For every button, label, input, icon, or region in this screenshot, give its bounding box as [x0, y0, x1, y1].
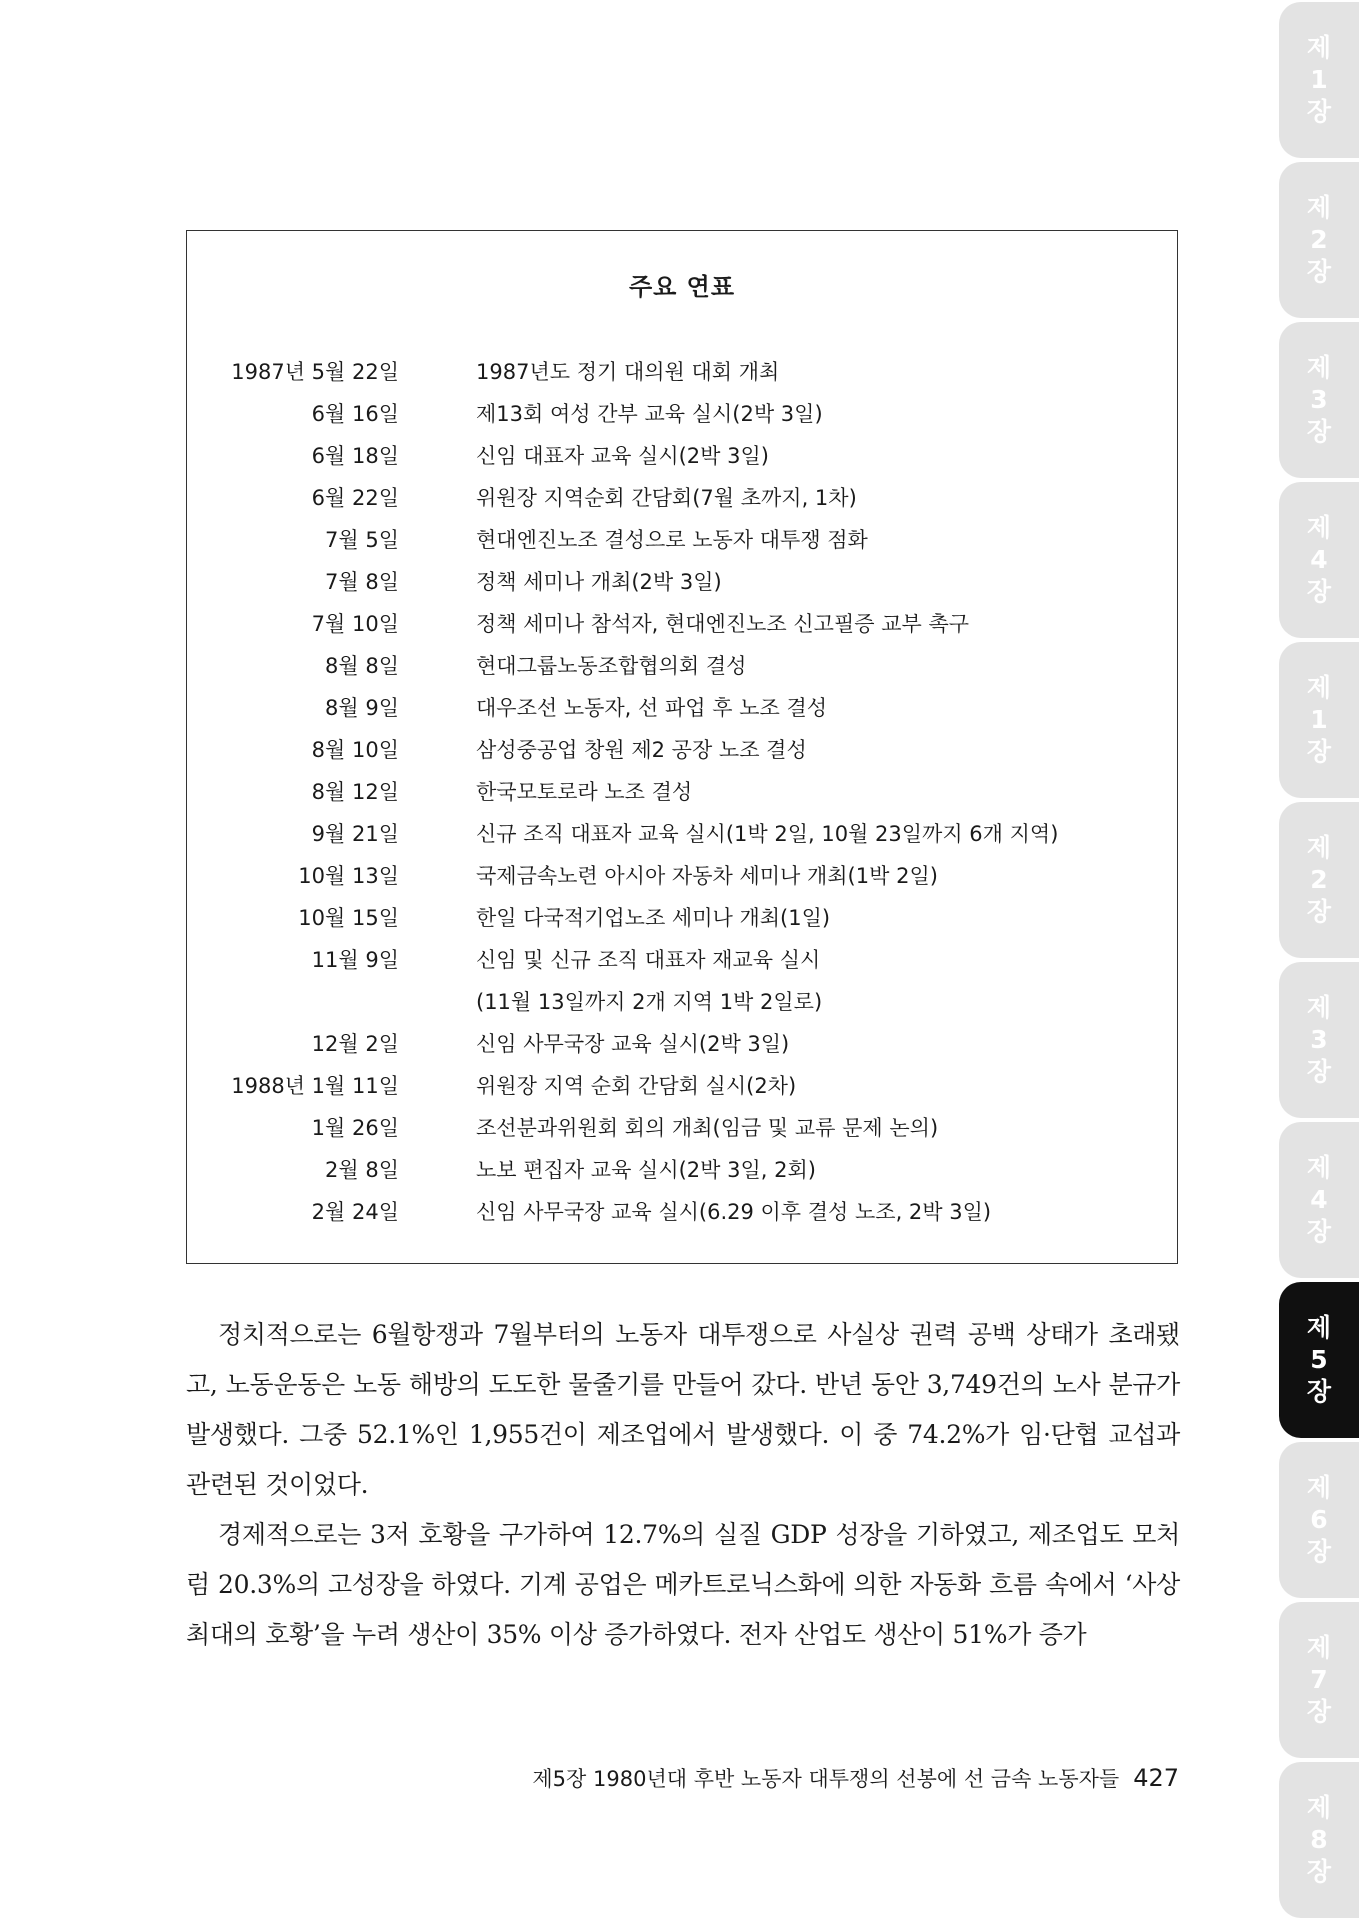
chronology-event: 조선분과위원회 회의 개최(임금 및 교류 문제 논의) — [476, 1116, 939, 1140]
chapter-tab-label: 4 — [1310, 545, 1328, 574]
chapter-tab-label: 장 — [1306, 417, 1332, 446]
chapter-tab-label: 8 — [1310, 1825, 1328, 1854]
chronology-date: 7월 5일 — [325, 528, 399, 552]
chronology-row — [187, 981, 1177, 1023]
chronology-date: 8월 10일 — [311, 738, 399, 762]
chronology-date: 1987년 5월 22일 — [231, 360, 399, 384]
chronology-row — [187, 603, 1177, 645]
chapter-tab-label: 장 — [1306, 737, 1332, 766]
chapter-tabs — [1279, 0, 1359, 1920]
chronology-list — [187, 351, 1177, 1233]
chapter-tab-label: 3 — [1310, 1025, 1328, 1054]
chronology-event: 제13회 여성 간부 교육 실시(2박 3일) — [476, 402, 823, 426]
chapter-tab-label: 제 — [1306, 193, 1332, 222]
chapter-tab-label: 제 — [1306, 833, 1332, 862]
chapter-tab[interactable] — [1279, 1282, 1359, 1438]
chapter-tab-label: 장 — [1306, 1377, 1332, 1406]
chronology-date: 8월 9일 — [325, 696, 399, 720]
chronology-event: 위원장 지역 순회 간담회 실시(2차) — [476, 1074, 797, 1098]
chapter-tab[interactable] — [1279, 642, 1359, 798]
chapter-tab-label: 제 — [1306, 513, 1332, 542]
chronology-row — [187, 1191, 1177, 1233]
chronology-event: 위원장 지역순회 간담회(7월 초까지, 1차) — [476, 486, 857, 510]
chapter-tab-label: 장 — [1306, 257, 1332, 286]
chronology-date: 7월 10일 — [311, 612, 399, 636]
chronology-event: 한일 다국적기업노조 세미나 개최(1일) — [476, 906, 831, 930]
chronology-row — [187, 351, 1177, 393]
chronology-event: 노보 편집자 교육 실시(2박 3일, 2회) — [476, 1158, 816, 1182]
chronology-event: 신임 대표자 교육 실시(2박 3일) — [476, 444, 769, 468]
page-number: 427 — [1133, 1764, 1179, 1792]
chronology-event: 신임 사무국장 교육 실시(6.29 이후 결성 노조, 2박 3일) — [476, 1200, 992, 1224]
chapter-tab-label: 장 — [1306, 97, 1332, 126]
chronology-row — [187, 435, 1177, 477]
chapter-tab-label: 4 — [1310, 1185, 1328, 1214]
chronology-row — [187, 1065, 1177, 1107]
chapter-tab-label: 제 — [1306, 673, 1332, 702]
chronology-date: 9월 21일 — [311, 822, 399, 846]
chronology-event: 대우조선 노동자, 선 파업 후 노조 결성 — [476, 696, 828, 720]
chronology-row — [187, 477, 1177, 519]
chronology-event: 정책 세미나 참석자, 현대엔진노조 신고필증 교부 촉구 — [476, 612, 970, 636]
chapter-tab-label: 장 — [1306, 897, 1332, 926]
chapter-tab-label: 제 — [1306, 1793, 1332, 1822]
chronology-event: 현대엔진노조 결성으로 노동자 대투쟁 점화 — [476, 528, 868, 552]
chapter-tab-label: 제 — [1306, 353, 1332, 382]
chapter-tab[interactable] — [1279, 162, 1359, 318]
chronology-date: 7월 8일 — [325, 570, 399, 594]
chapter-tab-label: 6 — [1310, 1505, 1328, 1534]
chapter-tab-label: 제 — [1306, 1153, 1332, 1182]
chronology-date: 6월 16일 — [311, 402, 399, 426]
chronology-row — [187, 1107, 1177, 1149]
chronology-event: 삼성중공업 창원 제2 공장 노조 결성 — [476, 738, 807, 762]
chronology-row — [187, 561, 1177, 603]
chronology-event: 신임 사무국장 교육 실시(2박 3일) — [476, 1032, 790, 1056]
chapter-tab-label: 제 — [1306, 1473, 1332, 1502]
chapter-tab-label: 장 — [1306, 1537, 1332, 1566]
chronology-row — [187, 771, 1177, 813]
chronology-row — [187, 855, 1177, 897]
chronology-event: (11월 13일까지 2개 지역 1박 2일로) — [476, 990, 823, 1014]
chronology-title: 주요 연표 — [628, 273, 736, 301]
chronology-date: 1988년 1월 11일 — [231, 1074, 399, 1098]
chapter-tab-label: 1 — [1310, 705, 1328, 734]
body-paragraph: 정치적으로는 6월항쟁과 7월부터의 노동자 대투쟁으로 사실상 권력 공백 상태가 초래됐고, 노동운동은 노동 해방의 도도한 물줄기를 만들어 갔다. 반년 동안 3,749건의 노사 분규가 발생했다. 그중 52.1%인 1,955건이 제조업에서 발생했다. 이 중 74.2%가 임·단협 교섭과 관련된 것이었다. — [186, 1320, 1180, 1499]
chapter-tab-label: 장 — [1306, 1857, 1332, 1886]
chapter-tab-label: 제 — [1306, 33, 1332, 62]
chapter-tab-label: 제 — [1306, 1633, 1332, 1662]
chronology-event: 한국모토로라 노조 결성 — [476, 780, 693, 804]
chronology-row — [187, 393, 1177, 435]
chapter-tab[interactable] — [1279, 322, 1359, 478]
chronology-row — [187, 645, 1177, 687]
chronology-row — [187, 729, 1177, 771]
chronology-row — [187, 939, 1177, 981]
chapter-tab-label: 3 — [1310, 385, 1328, 414]
chapter-tab-label: 제 — [1306, 1313, 1332, 1342]
chronology-date: 10월 13일 — [298, 864, 399, 888]
chronology-event: 국제금속노련 아시아 자동차 세미나 개최(1박 2일) — [476, 864, 938, 888]
chronology-event: 정책 세미나 개최(2박 3일) — [476, 570, 722, 594]
chapter-tab-label: 장 — [1306, 1217, 1332, 1246]
chapter-tab[interactable] — [1279, 962, 1359, 1118]
chronology-date: 10월 15일 — [298, 906, 399, 930]
chronology-date: 1월 26일 — [311, 1116, 399, 1140]
chronology-event: 1987년도 정기 대의원 대회 개최 — [476, 360, 780, 384]
body-text — [186, 1310, 1180, 1660]
chapter-tab-label: 2 — [1310, 865, 1328, 894]
chronology-date: 6월 18일 — [311, 444, 399, 468]
body-paragraph: 경제적으로는 3저 호황을 구가하여 12.7%의 실질 GDP 성장을 기하였고, 제조업도 모처럼 20.3%의 고성장을 하였다. 기계 공업은 메카트로닉스화에 의한 자동화 흐름 속에서 ‘사상 최대의 호황’을 누려 생산이 35% 이상 증가하였다. 전자 산업도 생산이 51%가 증가 — [186, 1520, 1180, 1649]
chronology-event: 현대그룹노동조합협의회 결성 — [476, 654, 747, 678]
chronology-date: 11월 9일 — [311, 948, 399, 972]
chronology-box — [186, 230, 1178, 1264]
chapter-tab-label: 7 — [1310, 1665, 1328, 1694]
chapter-tab-label: 장 — [1306, 1057, 1332, 1086]
chapter-tab[interactable] — [1279, 1122, 1359, 1278]
chapter-tab[interactable] — [1279, 802, 1359, 958]
chapter-tab[interactable] — [1279, 482, 1359, 638]
running-title: 제5장 1980년대 후반 노동자 대투쟁의 선봉에 선 금속 노동자들 — [532, 1767, 1120, 1791]
chronology-date: 2월 24일 — [311, 1200, 399, 1224]
chronology-event: 신규 조직 대표자 교육 실시(1박 2일, 10월 23일까지 6개 지역) — [476, 822, 1059, 846]
chapter-tab-label: 장 — [1306, 577, 1332, 606]
chronology-date: 12월 2일 — [311, 1032, 399, 1056]
chapter-tab[interactable] — [1279, 1762, 1359, 1918]
chapter-tab-label: 1 — [1310, 65, 1328, 94]
chronology-date: 6월 22일 — [311, 486, 399, 510]
running-footer — [532, 1763, 1179, 1793]
chronology-row — [187, 1023, 1177, 1065]
chronology-date: 8월 8일 — [325, 654, 399, 678]
chapter-tab[interactable] — [1279, 1442, 1359, 1598]
chapter-tab-label: 제 — [1306, 993, 1332, 1022]
chronology-row — [187, 1149, 1177, 1191]
chronology-row — [187, 897, 1177, 939]
chronology-row — [187, 813, 1177, 855]
chronology-date: 8월 12일 — [311, 780, 399, 804]
chapter-tab[interactable] — [1279, 2, 1359, 158]
chronology-row — [187, 519, 1177, 561]
chronology-event: 신임 및 신규 조직 대표자 재교육 실시 — [476, 948, 821, 972]
chronology-row — [187, 687, 1177, 729]
chapter-tab[interactable] — [1279, 1602, 1359, 1758]
chapter-tab-label: 5 — [1310, 1345, 1328, 1374]
chapter-tab-label: 장 — [1306, 1697, 1332, 1726]
chronology-date: 2월 8일 — [325, 1158, 399, 1182]
chapter-tab-label: 2 — [1310, 225, 1328, 254]
